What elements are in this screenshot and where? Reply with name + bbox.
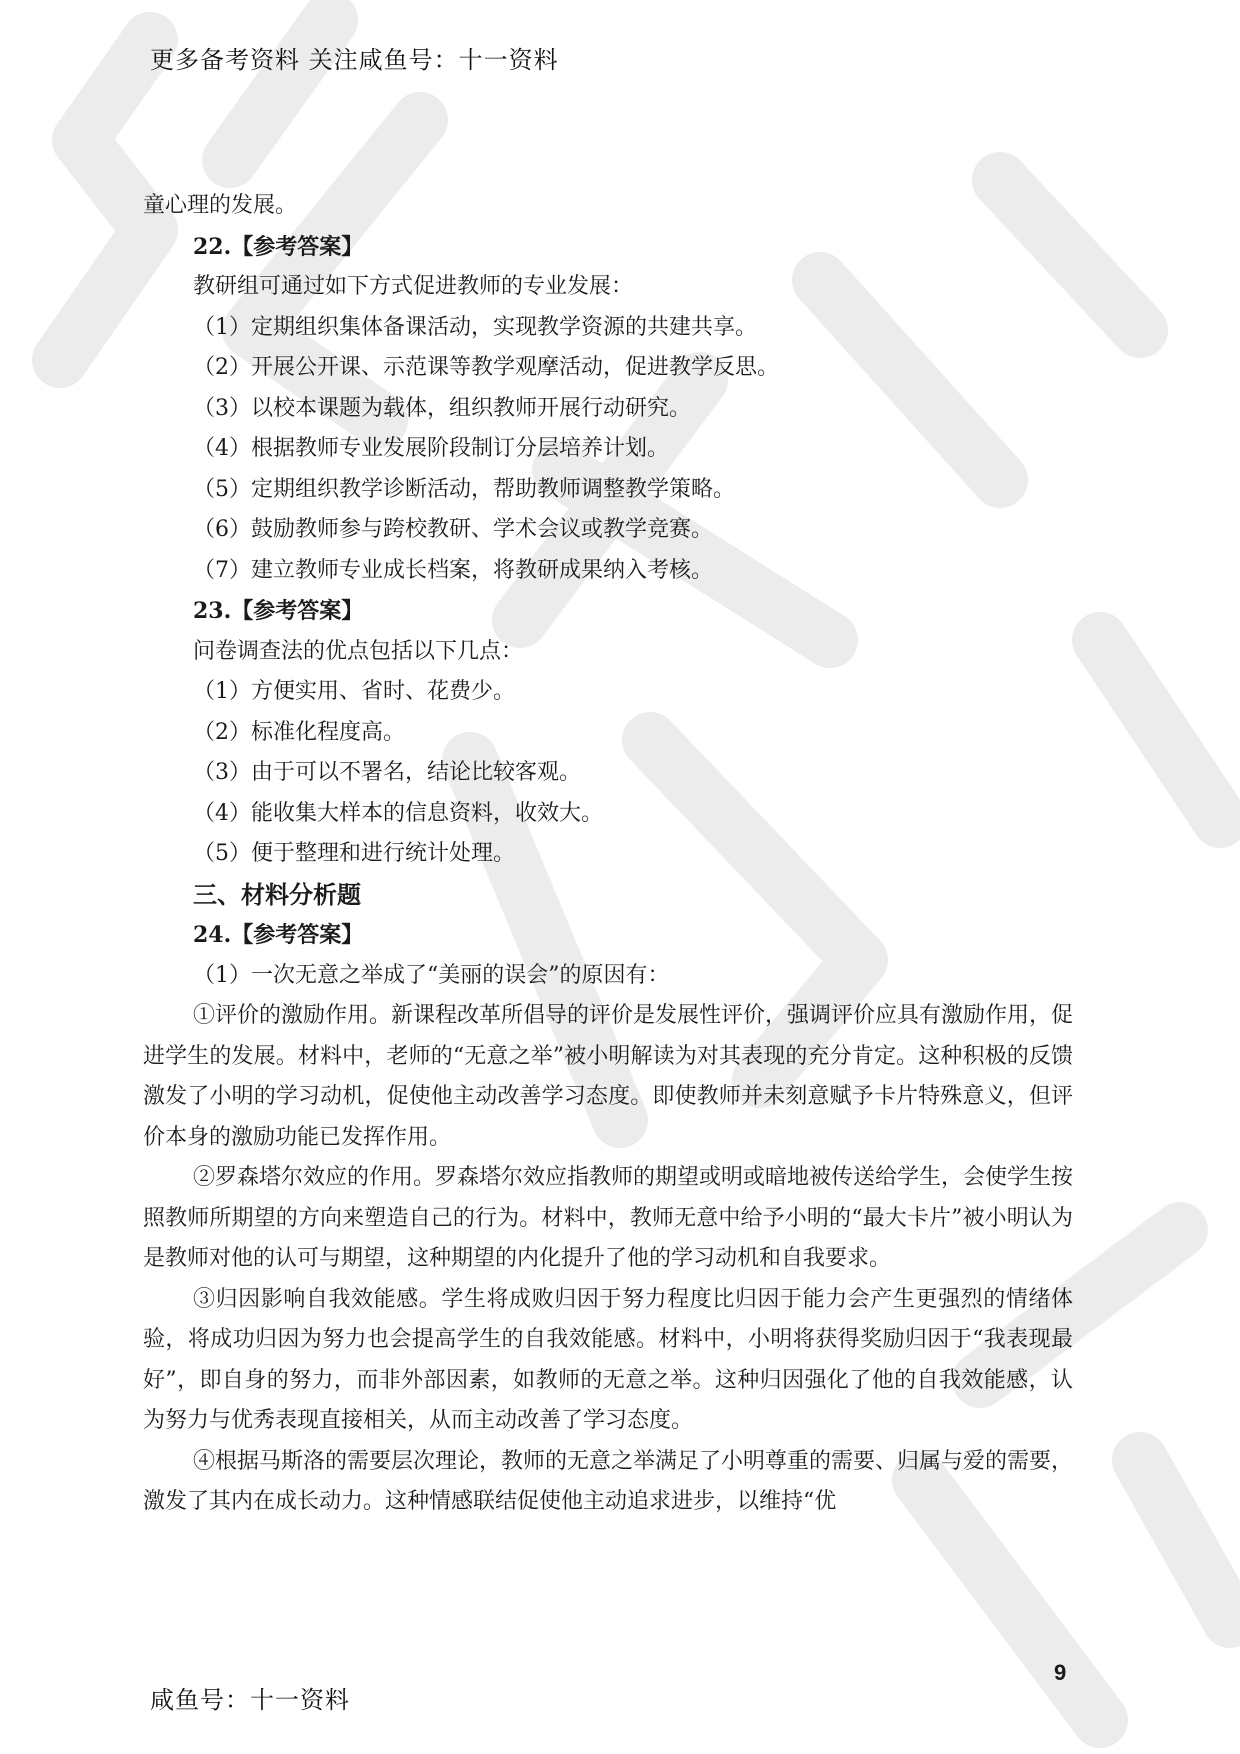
text-line: 教研组可通过如下方式促进教师的专业发展：	[193, 274, 634, 299]
text-line: 问卷调查法的优点包括以下几点：	[193, 638, 524, 664]
paragraph: ③归因影响自我效能感。学生将成败归因于努力程度比归因于能力会产生更强烈的情绪体验，将成功归因为努力也会提高学生的自我效能感。材料中，小明将获得奖励归因于“我表现最好”，即自身的努力，而非外部因素，如教师的无意之举。这种归因强化了他的自我效能感，认为努力与优秀表现直接相关，从而主动改善了学习态度。	[143, 1286, 1073, 1433]
list-item: （7）建立教师专业成长档案，将教研成果纳入考核。	[193, 557, 713, 583]
list-item: （2）标准化程度高。	[193, 719, 405, 745]
document-body	[143, 186, 1073, 1523]
page-header: 更多备考资料 关注咸鱼号：十一资料	[150, 46, 559, 74]
text-line: （1）一次无意之举成了“美丽的误会”的原因有：	[193, 962, 670, 988]
list-item: （1）定期组织集体备课活动，实现教学资源的共建共享。	[193, 314, 757, 340]
answer-heading-22: 22.【参考答案】	[193, 233, 364, 260]
answer-heading-24: 24.【参考答案】	[193, 922, 364, 948]
list-item: （3）以校本课题为载体，组织教师开展行动研究。	[193, 395, 691, 421]
paragraph: ①评价的激励作用。新课程改革所倡导的评价是发展性评价，强调评价应具有激励作用，促进学生的发展。材料中，老师的“无意之举”被小明解读为对其表现的充分肯定。这种积极的反馈激发了小明的学习动机，促使他主动改善学习态度。即使教师并未刻意赋予卡片特殊意义，但评价本身的激励功能已发挥作用。	[143, 1003, 1074, 1150]
list-item: （5）定期组织教学诊断活动，帮助教师调整教学策略。	[193, 476, 735, 502]
paragraph: ④根据马斯洛的需要层次理论，教师的无意之举满足了小明尊重的需要、归属与爱的需要，激发了其内在成长动力。这种情感联结促使他主动追求进步，以维持“优	[143, 1448, 1074, 1514]
list-item: （6）鼓励教师参与跨校教研、学术会议或教学竞赛。	[193, 517, 713, 542]
list-item: （2）开展公开课、示范课等教学观摩活动，促进教学反思。	[193, 355, 779, 380]
list-item: （1）方便实用、省时、花费少。	[193, 679, 515, 704]
list-item: （5）便于整理和进行统计处理。	[193, 841, 515, 866]
page-footer: 咸鱼号：十一资料	[150, 1686, 350, 1714]
section-title: 三、材料分析题	[193, 880, 361, 909]
list-item: （4）能收集大样本的信息资料，收效大。	[193, 800, 603, 826]
answer-heading-23: 23.【参考答案】	[193, 598, 364, 624]
paragraph: ②罗森塔尔效应的作用。罗森塔尔效应指教师的期望或明或暗地被传送给学生，会使学生按照教师所期望的方向来塑造自己的行为。材料中，教师无意中给予小明的“最大卡片”被小明认为是教师对他的认可与期望，这种期望的内化提升了他的学习动机和自我要求。	[143, 1165, 1074, 1271]
list-item: （3）由于可以不署名，结论比较客观。	[193, 760, 581, 785]
page-number: 9	[1054, 1660, 1067, 1685]
list-item: （4）根据教师专业发展阶段制订分层培养计划。	[193, 436, 669, 461]
text-line: 童心理的发展。	[143, 193, 298, 218]
